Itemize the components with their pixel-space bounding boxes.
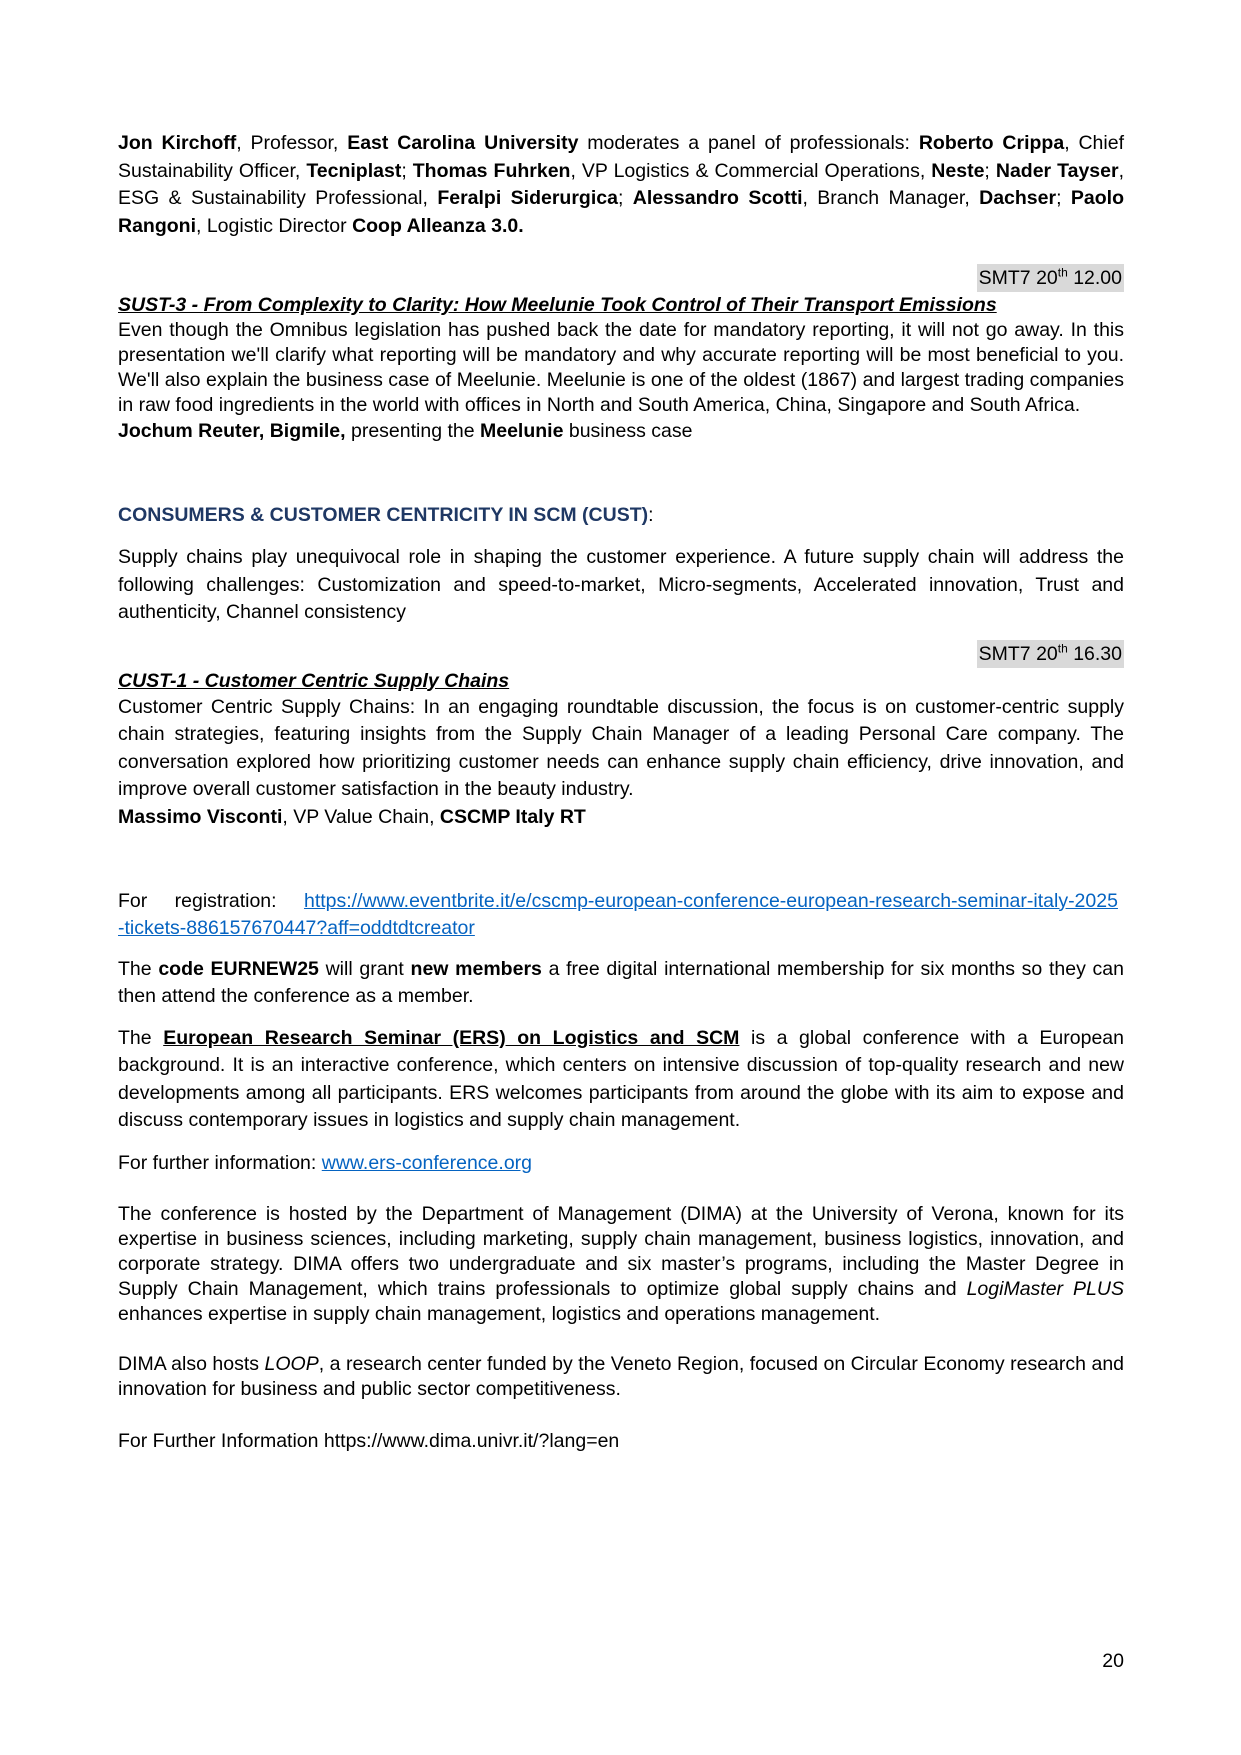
further-info-paragraph: For further information: www.ers-conference.org — [118, 1151, 533, 1174]
membership-code-note: The code EURNEW25 will grant new members a free digital international membership for six months so they can then attend the conference as a member. — [118, 957, 1124, 1007]
cust1-title: CUST-1 - Customer Centric Supply Chains — [118, 669, 510, 692]
cust1-time-slot: SMT7 20th 16.30 — [977, 640, 1124, 668]
cust1-slot-row — [118, 640, 1124, 668]
panel-paragraph: Jon Kirchoff, Professor, East Carolina University moderates a panel of professionals: Roberto Crippa, Chief Sustainability Officer, Tecniplast; Thomas Fuhrken, VP Logistics & Commercial Operations, Neste; Nader Tayser, ESG & Sustainability Professional, Feralpi Siderurgica; Alessandro Scotti, Branch Manager, Dachser; Paolo Rangoni, Logistic Director Coop Alleanza 3.0. — [118, 132, 1124, 237]
ers-website-link[interactable]: www.ers-conference.org — [321, 1151, 533, 1174]
sust3-slot-row — [118, 264, 1124, 292]
cust-section-heading: CONSUMERS & CUSTOMER CENTRICITY IN SCM (CUST): — [118, 504, 654, 526]
document-page — [118, 130, 1124, 1456]
dima-paragraph: The conference is hosted by the Department of Management (DIMA) at the University of Verona, known for its expertise in business sciences, including marketing, supply chain management, business logistics, innovation, and corporate strategy. DIMA offers two undergraduate and six master’s programs, including the Master Degree in Supply Chain Management, which trains professionals to optimize global supply chains and LogiMaster PLUS enhances expertise in supply chain management, logistics and operations management. — [118, 1202, 1124, 1325]
ers-name: European Research Seminar (ERS) on Logistics and SCM — [163, 1026, 740, 1049]
cust1-speaker: Massimo Visconti, VP Value Chain, CSCMP Italy RT — [118, 805, 586, 828]
ers-paragraph: The European Research Seminar (ERS) on Logistics and SCM is a global conference with a European background. It is an interactive conference, which centers on intensive discussion of top-quality research and new developments among all participants. ERS welcomes participants from around the globe with its aim to expose and discuss contemporary issues in logistics and supply chain management. — [118, 1026, 1124, 1131]
cust1-description: Customer Centric Supply Chains: In an engaging roundtable discussion, the focus is on customer-centric supply chain strategies, featuring insights from the Supply Chain Manager of a leading Personal Care company. The conversation explored how prioritizing customer needs can enhance supply chain efficiency, drive innovation, and improve overall customer satisfaction in the beauty industry. — [118, 695, 1124, 800]
registration-paragraph: For registration: https://www.eventbrite.it/e/cscmp-european-conference-european-research-seminar-italy-2025-tickets-886157670447?aff=oddtdtcreator — [118, 889, 1118, 939]
page-number: 20 — [1102, 1650, 1124, 1672]
registration-link[interactable]: https://www.eventbrite.it/e/cscmp-european-conference-european-research-seminar-italy-2025-tickets-886157670447?aff=oddtdtcreator — [118, 889, 1118, 939]
sust3-time-slot: SMT7 20th 12.00 — [977, 264, 1124, 292]
loop-paragraph: DIMA also hosts LOOP, a research center funded by the Veneto Region, focused on Circular Economy research and innovation for business and public sector competitiveness. — [118, 1352, 1125, 1400]
sust3-description: Even though the Omnibus legislation has pushed back the date for mandatory reporting, it will not go away. In this presentation we'll clarify what reporting will be mandatory and why accurate reporting will be most beneficial to you. We'll also explain the business case of Meelunie. Meelunie is one of the oldest (1867) and largest trading companies in raw food ingredients in the world with offices in North and South America, China, Singapore and South Africa. — [118, 319, 1124, 416]
sust3-speaker: Jochum Reuter, Bigmile, presenting the Meelunie business case — [118, 420, 693, 442]
moderator-name: Jon Kirchoff — [118, 132, 237, 154]
cust-section-intro: Supply chains play unequivocal role in shaping the customer experience. A future supply chain will address the following challenges: Customization and speed-to-market, Micro-segments, Accelerated innovation, Trust and authenticity, Channel consistency — [118, 546, 1124, 623]
dima-info-paragraph: For Further Information https://www.dima.univr.it/?lang=en — [118, 1429, 620, 1452]
sust3-title: SUST-3 - From Complexity to Clarity: How Meelunie Took Control of Their Transport Emissions — [118, 294, 997, 316]
